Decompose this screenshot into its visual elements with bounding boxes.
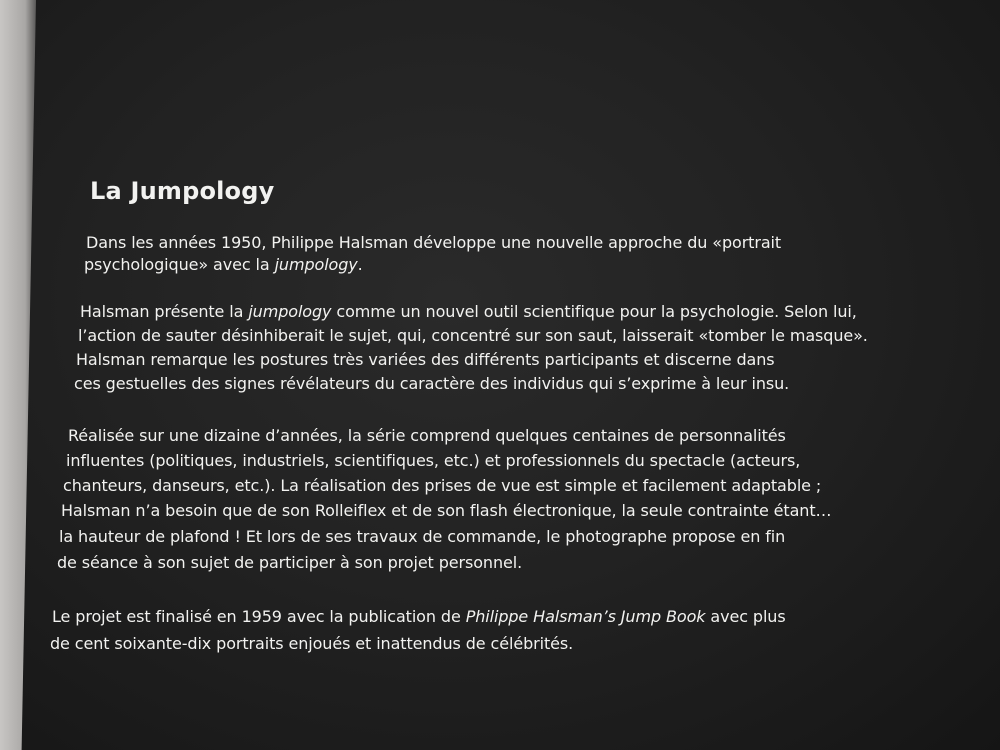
italic-book-title: Philippe Halsman’s Jump Book: [465, 607, 706, 626]
text-line: [59, 527, 785, 547]
text-segment: Halsman présente la: [80, 302, 249, 321]
text-line: [74, 374, 789, 394]
text-segment: Dans les années 1950, Philippe Halsman développe une nouvelle approche du «portrait: [86, 233, 782, 252]
text-segment: Réalisée sur une dizaine d’années, la série comprend quelques centaines de personnalités: [68, 426, 786, 445]
text-segment: Halsman remarque les postures très variées des différents participants et discerne dans: [76, 350, 775, 369]
text-segment: chanteurs, danseurs, etc.). La réalisation des prises de vue est simple et facilement adaptable ;: [63, 476, 822, 495]
text-segment: de cent soixante-dix portraits enjoués et inattendus de célébrités.: [50, 634, 574, 653]
text-line: [84, 255, 363, 275]
text-line: [57, 553, 522, 573]
text-line: [61, 501, 831, 521]
text-line: [80, 302, 857, 322]
panel-title: La Jumpology: [90, 177, 275, 205]
text-line: [63, 476, 821, 496]
text-segment: Le projet est finalisé en 1959 avec la publication de: [52, 607, 466, 626]
italic-term: jumpology: [274, 255, 358, 274]
text-line: [50, 634, 573, 654]
text-segment: Halsman n’a besoin que de son Rolleiflex et de son flash électronique, la seule contrainte étant…: [61, 501, 832, 520]
text-line: [76, 350, 775, 370]
text-line: [86, 233, 781, 253]
text-line: [52, 607, 786, 627]
text-segment: la hauteur de plafond ! Et lors de ses travaux de commande, le photographe propose en fin: [59, 527, 786, 546]
italic-term: jumpology: [248, 302, 332, 321]
text-segment: ces gestuelles des signes révélateurs du caractère des individus qui s’exprime à leur insu.: [74, 374, 790, 393]
text-segment: avec plus: [705, 607, 786, 626]
text-line: [78, 326, 868, 346]
text-line: [68, 426, 786, 446]
text-line: [66, 451, 800, 471]
text-segment: influentes (politiques, industriels, scientifiques, etc.) et professionnels du spectacle (acteurs,: [66, 451, 801, 470]
text-segment: .: [357, 255, 363, 274]
text-segment: comme un nouvel outil scientifique pour la psychologie. Selon lui,: [331, 302, 857, 321]
text-segment: de séance à son sujet de participer à son projet personnel.: [57, 553, 523, 572]
text-segment: l’action de sauter désinhiberait le sujet, qui, concentré sur son saut, laisserait «tomber le masque».: [78, 326, 868, 345]
text-segment: psychologique» avec la: [84, 255, 275, 274]
